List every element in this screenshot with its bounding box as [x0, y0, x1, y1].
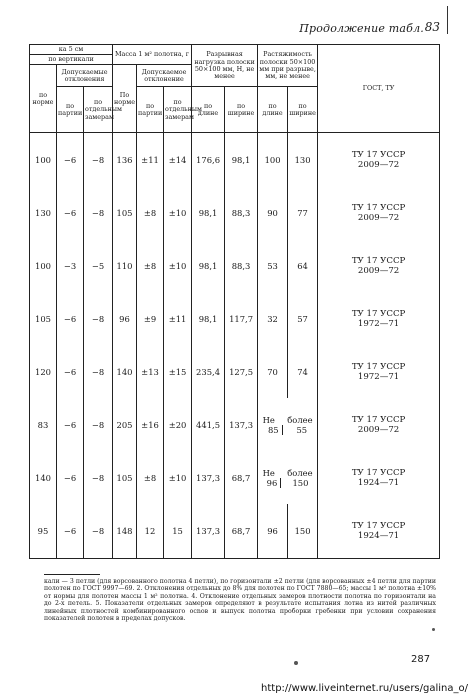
header-density-group: ка 5 см: [30, 45, 113, 55]
header-vertical-norm: по норме: [30, 65, 57, 133]
gost-year: 1972—71: [357, 371, 400, 382]
gost-code: ТУ 17 УССР: [351, 521, 406, 532]
header-vertical-deviations: Допускаемые отклонения: [57, 65, 113, 87]
cell-mass-norm: 110: [113, 239, 137, 292]
table-header: [30, 45, 440, 133]
cell-mass-individual: ±10: [164, 186, 192, 239]
cell-mass-party: ±16: [137, 398, 164, 451]
cell-vertical-party: −6: [57, 292, 84, 345]
gost-year: 2009—72: [357, 159, 400, 170]
cell-vertical-individual: −8: [84, 186, 113, 239]
cell-breaking-length: 98,1: [192, 186, 225, 239]
header-breaking-group: Разрывная нагрузка полоски 50×100 мм, Н, не менее: [192, 45, 258, 87]
gost-code: ТУ 17 УССР: [351, 467, 406, 478]
gost-year: 2009—72: [357, 265, 400, 276]
cell-vertical-party: −6: [57, 186, 84, 239]
header-vertical-individual: по отдельным замерам: [84, 87, 113, 133]
header-mass-individual: по отдельным замерам: [164, 87, 192, 133]
header-vertical-party: по партии: [57, 87, 84, 133]
cell-elongation-width: 150: [288, 504, 318, 559]
gost-code: ТУ 17 УССР: [351, 308, 406, 319]
cell-elongation-length: 70: [258, 345, 288, 398]
gost-code: ТУ 17 УССР: [351, 149, 406, 160]
cell-mass-party: ±9: [137, 292, 164, 345]
cell-mass-individual: ±11: [164, 292, 192, 345]
cell-vertical-norm: 83: [30, 398, 57, 451]
cell-vertical-party: −6: [57, 451, 84, 504]
header-elongation-group: Растяжимость полоски 50×100 мм при разрыве, мм, не менее: [258, 45, 318, 87]
cell-vertical-norm: 100: [30, 133, 57, 187]
cell-vertical-individual: −5: [84, 239, 113, 292]
cell-elongation-width: 74: [288, 345, 318, 398]
cell-mass-norm: 136: [113, 133, 137, 187]
cell-breaking-length: 98,1: [192, 292, 225, 345]
cell-vertical-party: −3: [57, 239, 84, 292]
cell-mass-party: ±8: [137, 186, 164, 239]
scan-speck: [432, 628, 435, 631]
table-row: [30, 239, 440, 292]
cell-mass-norm: 105: [113, 186, 137, 239]
scan-speck: [294, 661, 298, 665]
cell-mass-individual: ±20: [164, 398, 192, 451]
cell-mass-individual: ±10: [164, 239, 192, 292]
table-row: [30, 345, 440, 398]
cell-elongation-length: 53: [258, 239, 288, 292]
cell-gost: [318, 398, 440, 451]
cell-mass-norm: 148: [113, 504, 137, 559]
cell-breaking-length: 441,5: [192, 398, 225, 451]
cell-breaking-width: 137,3: [225, 398, 258, 451]
cell-mass-individual: ±15: [164, 345, 192, 398]
header-mass-deviations: Допускаемое отклонение: [137, 65, 192, 87]
cell-gost: [318, 186, 440, 239]
cell-vertical-norm: 105: [30, 292, 57, 345]
cell-elongation-width: 150: [292, 477, 309, 488]
cell-vertical-individual: −8: [84, 133, 113, 187]
cell-breaking-width: 88,3: [225, 239, 258, 292]
elongation-note-ne: Не: [262, 414, 275, 425]
header-mass-party: по партии: [137, 87, 164, 133]
cell-elongation-length: 100: [258, 133, 288, 187]
cell-vertical-norm: 100: [30, 239, 57, 292]
cell-breaking-width: 127,5: [225, 345, 258, 398]
table-row: [30, 186, 440, 239]
table-row: [30, 292, 440, 345]
cell-elongation-length: 96: [267, 478, 282, 488]
elongation-note-bolee: более: [287, 414, 313, 425]
cell-vertical-individual: −8: [84, 398, 113, 451]
scan-edge-mark: [447, 6, 448, 34]
header-gost: ГОСТ, ТУ: [318, 45, 440, 133]
cell-breaking-length: 137,3: [192, 451, 225, 504]
table-row: [30, 398, 440, 451]
cell-mass-party: 12: [137, 504, 164, 559]
cell-elongation-width: 55: [296, 424, 308, 435]
header-breaking-width: по ширине: [225, 87, 258, 133]
gost-year: 2009—72: [357, 212, 400, 223]
cell-mass-individual: ±10: [164, 451, 192, 504]
table-row: [30, 504, 440, 559]
cell-gost: [318, 345, 440, 398]
gost-code: ТУ 17 УССР: [351, 255, 406, 266]
footnotes: кали — 3 петли (для ворсованного полотна 4 петли), по горизонтали ±2 петли (для ворсованных ±4 петли для партии полотен по ГОСТ 9997—69. 2. Отклонения отдельных до 8% для полотен по ГОСТ 7880—65; массы 1 м² полотна ±10% от нормы для полотен массы 1 м² полотна. 4. Отклонение отдельных замеров плотности полотна по горизонтали на до 2-х петель. 5. Показатели отдельных замеров определяют в результате испытания лотна из нитей различных линейных плотностей комбинированного осnов и выпуск полотна проборки гребенки при условии сохранения показателей полотен в пределах допусков.: [44, 578, 436, 623]
cell-breaking-length: 235,4: [192, 345, 225, 398]
elongation-note-bolee: более: [287, 467, 313, 478]
cell-vertical-party: −6: [57, 504, 84, 559]
elongation-note-ne: Не: [262, 467, 275, 478]
table-body: [30, 133, 440, 559]
cell-mass-norm: 205: [113, 398, 137, 451]
cell-breaking-width: 117,7: [225, 292, 258, 345]
gost-year: 1972—71: [357, 318, 400, 329]
cell-elongation-length: 90: [258, 186, 288, 239]
cell-vertical-party: −6: [57, 398, 84, 451]
cell-elongation-length: 96: [258, 504, 288, 559]
cell-mass-norm: 140: [113, 345, 137, 398]
header-mass-norm: По норме: [113, 65, 137, 133]
cell-breaking-width: 68,7: [225, 451, 258, 504]
header-vertical: по вертикали: [30, 55, 113, 65]
cell-mass-party: ±8: [137, 451, 164, 504]
header-elongation-length: по длине: [258, 87, 288, 133]
cell-mass-party: ±8: [137, 239, 164, 292]
table-row: [30, 451, 440, 504]
cell-vertical-individual: −8: [84, 451, 113, 504]
cell-vertical-norm: 95: [30, 504, 57, 559]
cell-gost: [318, 239, 440, 292]
cell-breaking-width: 98,1: [225, 133, 258, 187]
gost-code: ТУ 17 УССР: [351, 414, 406, 425]
cell-elongation-width: 64: [288, 239, 318, 292]
gost-year: 2009—72: [357, 424, 400, 435]
cell-vertical-norm: 140: [30, 451, 57, 504]
cell-gost: [318, 292, 440, 345]
cell-breaking-length: 137,3: [192, 504, 225, 559]
cell-elongation-length: 85: [268, 425, 283, 435]
cell-elongation-length: 32: [258, 292, 288, 345]
page-number: 287: [411, 654, 431, 665]
gost-code: ТУ 17 УССР: [351, 361, 406, 372]
cell-mass-individual: 15: [164, 504, 192, 559]
gost-year: 1924—71: [357, 531, 400, 542]
cell-breaking-width: 68,7: [225, 504, 258, 559]
cell-vertical-party: −6: [57, 345, 84, 398]
cell-gost: [318, 504, 440, 559]
cell-vertical-individual: −8: [84, 504, 113, 559]
standards-table: [29, 44, 440, 559]
cell-breaking-length: 176,6: [192, 133, 225, 187]
source-watermark: http://www.liveinternet.ru/users/galina_o/: [261, 683, 468, 694]
cell-gost: [318, 133, 440, 187]
cell-vertical-norm: 130: [30, 186, 57, 239]
continuation-title: Продолжение табл.: [299, 22, 424, 35]
footnote-rule: [44, 574, 100, 575]
cell-vertical-individual: −8: [84, 292, 113, 345]
cell-breaking-width: 88,3: [225, 186, 258, 239]
cell-elongation-merged: [258, 398, 318, 451]
gost-year: 1924—71: [357, 477, 400, 488]
cell-mass-party: ±11: [137, 133, 164, 187]
cell-mass-party: ±13: [137, 345, 164, 398]
cell-mass-norm: 96: [113, 292, 137, 345]
table-number: 83: [424, 20, 440, 34]
cell-elongation-width: 57: [288, 292, 318, 345]
table-row: [30, 133, 440, 187]
cell-vertical-norm: 120: [30, 345, 57, 398]
header-breaking-length: по длине: [192, 87, 225, 133]
cell-mass-norm: 105: [113, 451, 137, 504]
cell-elongation-width: 130: [288, 133, 318, 187]
header-elongation-width: по ширине: [288, 87, 318, 133]
cell-elongation-width: 77: [288, 186, 318, 239]
gost-code: ТУ 17 УССР: [351, 202, 406, 213]
cell-vertical-individual: −8: [84, 345, 113, 398]
cell-elongation-merged: [258, 451, 318, 504]
cell-mass-individual: ±14: [164, 133, 192, 187]
header-mass-group: Масса 1 м² полотна, г: [113, 45, 192, 65]
cell-gost: [318, 451, 440, 504]
cell-breaking-length: 98,1: [192, 239, 225, 292]
cell-vertical-party: −6: [57, 133, 84, 187]
